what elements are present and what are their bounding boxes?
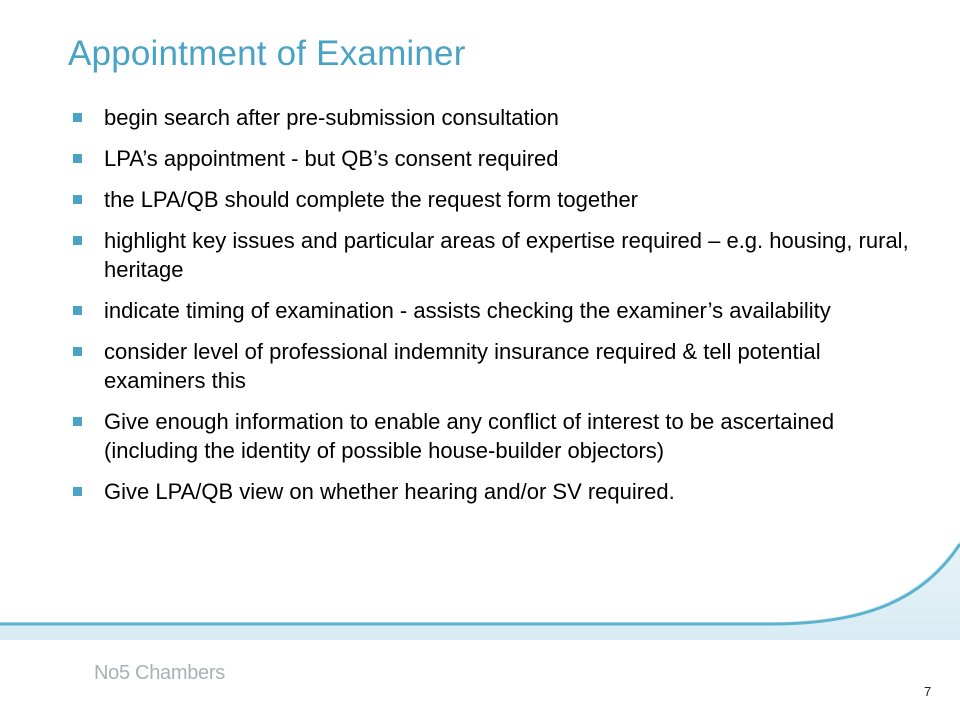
bullet-text: indicate timing of examination - assists checking the examiner’s availability (104, 298, 831, 323)
bullet-item (68, 185, 913, 214)
bullet-item (68, 407, 913, 465)
bullet-text: begin search after pre-submission consultation (104, 105, 559, 130)
bullet-text: LPA’s appointment - but QB’s consent required (104, 146, 559, 171)
square-bullet-icon (73, 347, 82, 356)
square-bullet-icon (73, 417, 82, 426)
brand-logo-text: No5 Chambers (94, 662, 225, 684)
square-bullet-icon (73, 236, 82, 245)
bullet-list (68, 103, 913, 518)
bullet-item (68, 477, 913, 506)
square-bullet-icon (73, 487, 82, 496)
bullet-item (68, 226, 913, 284)
slide-title: Appointment of Examiner (68, 34, 466, 73)
page-number: 7 (924, 684, 932, 699)
bullet-item (68, 337, 913, 395)
bullet-item (68, 296, 913, 325)
wave-accent-line (0, 544, 960, 624)
bullet-text: consider level of professional indemnity insurance required & tell potential examiners this (104, 339, 821, 393)
bullet-item (68, 103, 913, 132)
bullet-item (68, 144, 913, 173)
square-bullet-icon (73, 154, 82, 163)
bullet-text: highlight key issues and particular areas of expertise required – e.g. housing, rural, heritage (104, 228, 909, 282)
square-bullet-icon (73, 195, 82, 204)
bullet-text: Give enough information to enable any conflict of interest to be ascertained (including the identity of possible house-builder objectors) (104, 409, 835, 463)
bullet-text: the LPA/QB should complete the request form together (104, 187, 639, 212)
square-bullet-icon (73, 113, 82, 122)
square-bullet-icon (73, 306, 82, 315)
bullet-text: Give LPA/QB view on whether hearing and/or SV required. (104, 479, 675, 504)
